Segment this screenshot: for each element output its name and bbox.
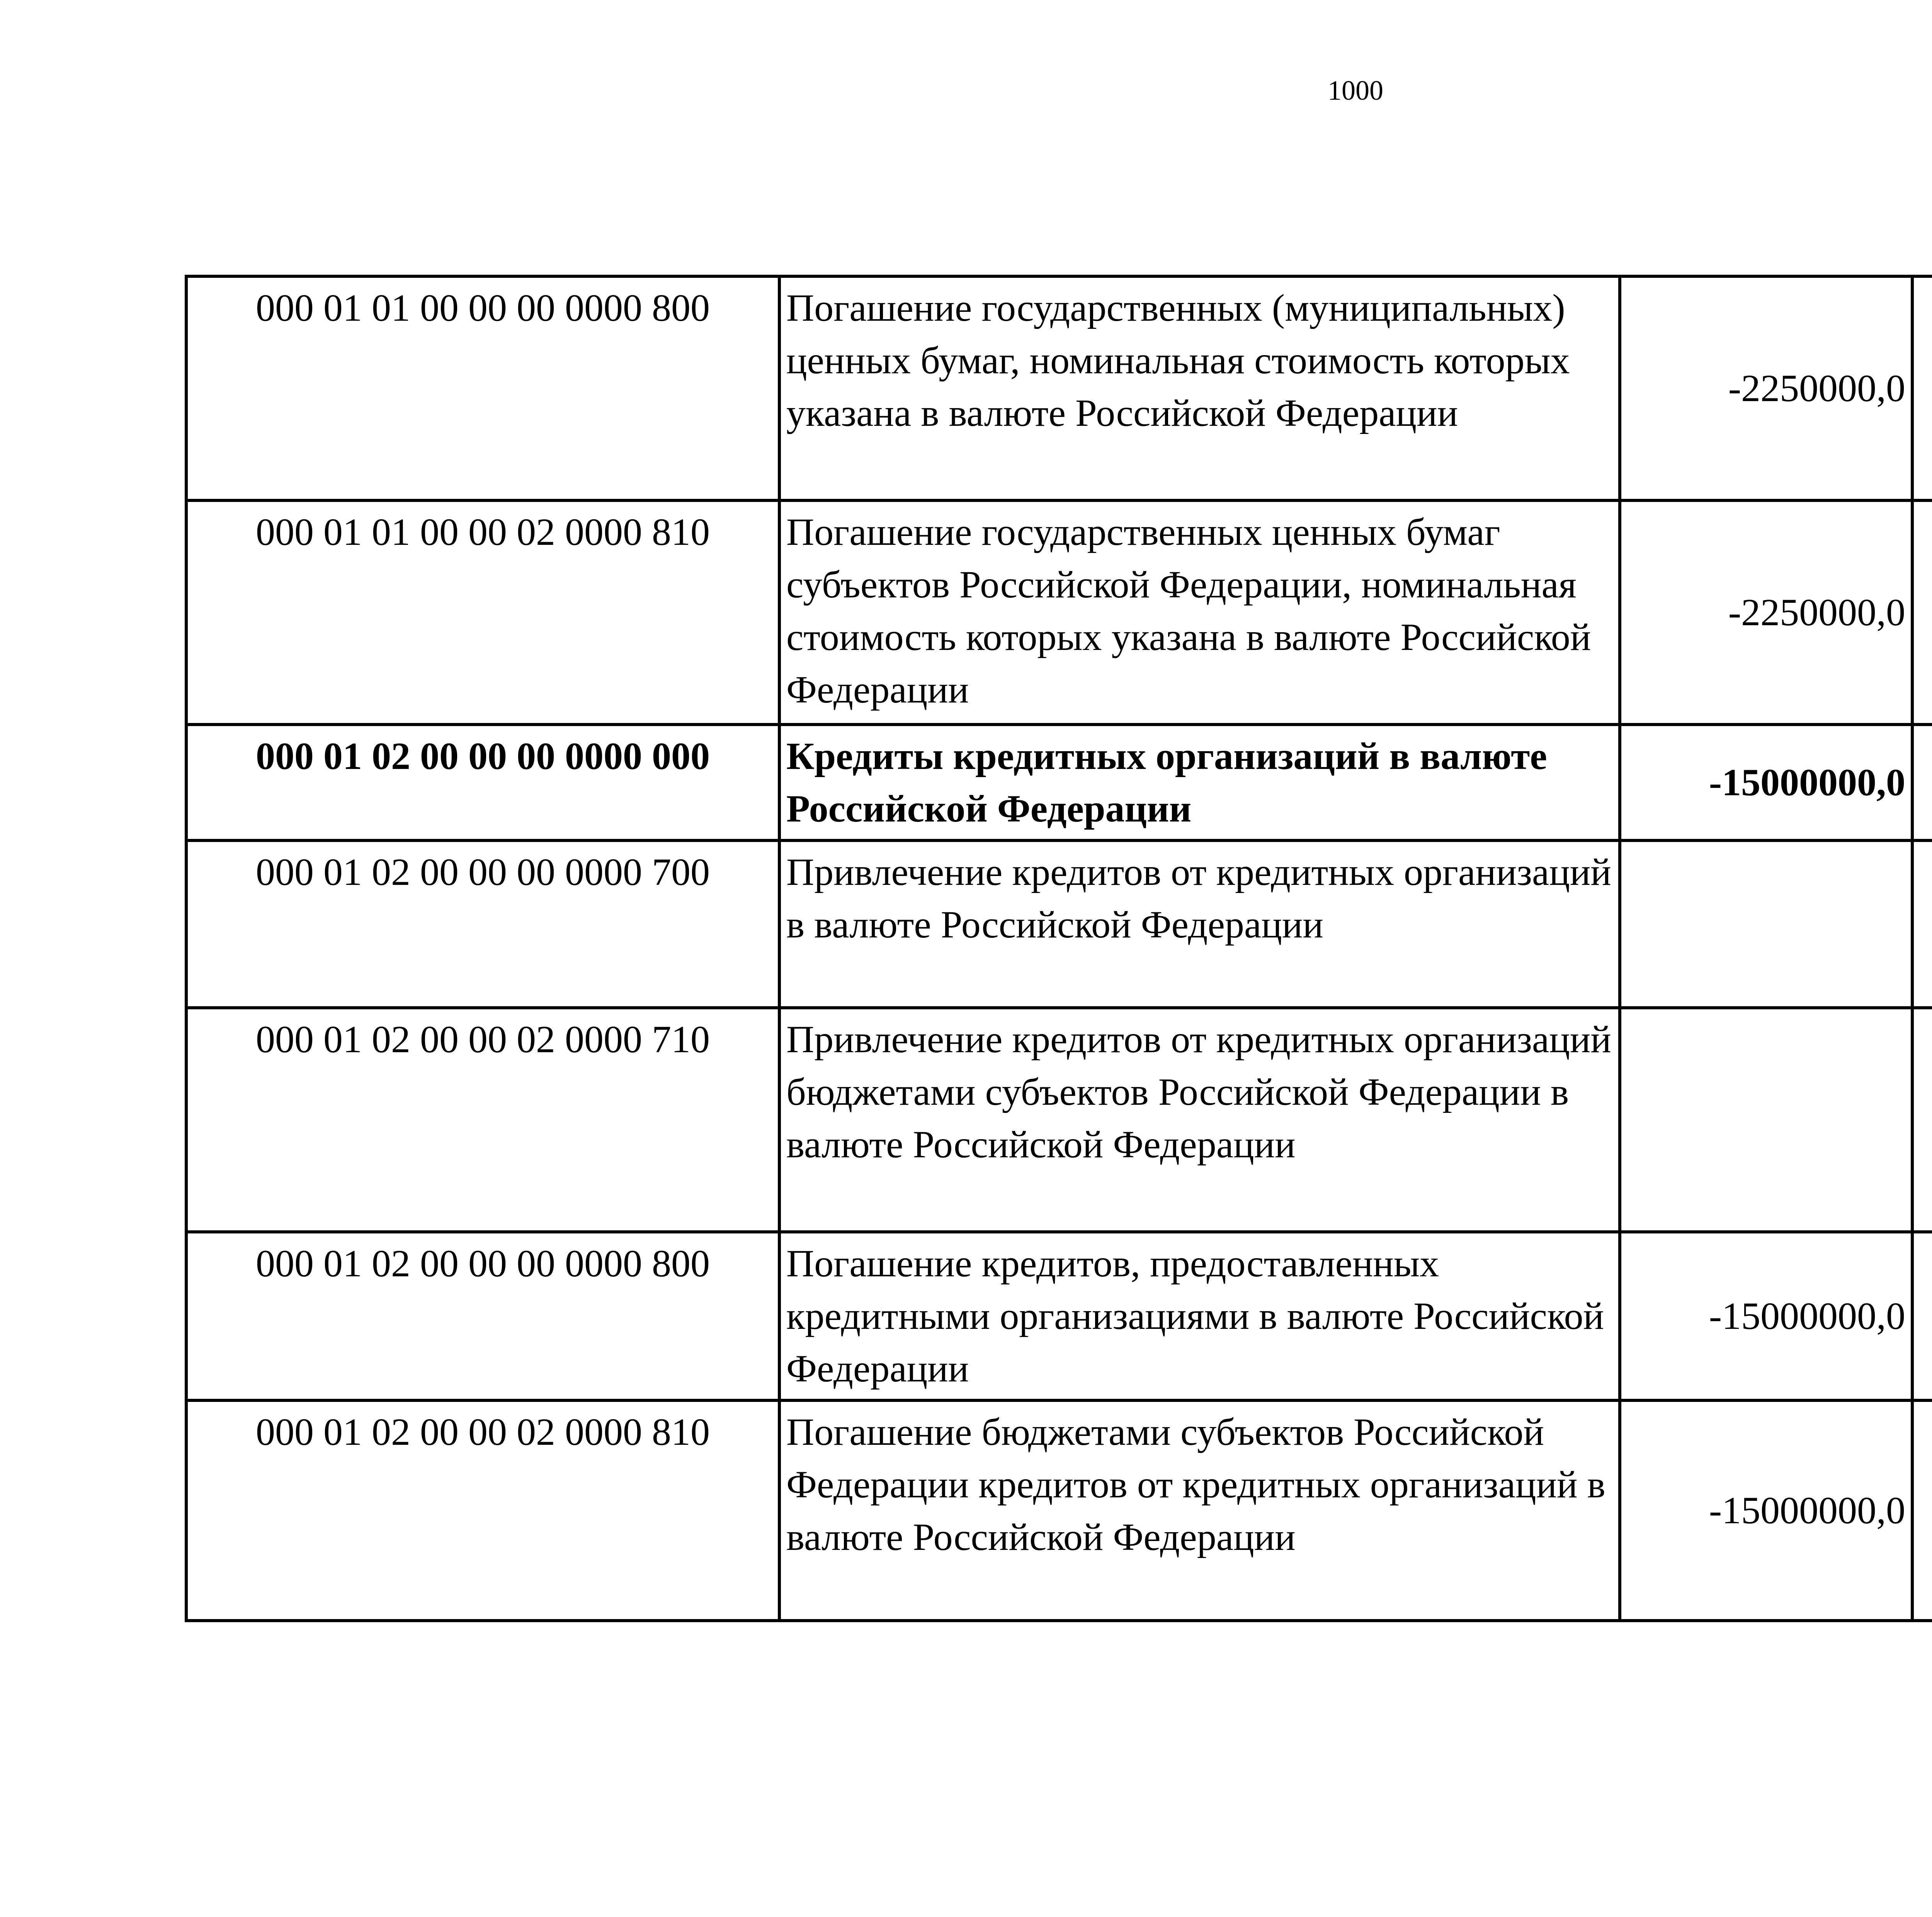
budget-code-cell: 000 01 01 00 00 02 0000 810 [186, 500, 779, 725]
value-cell-year-1 [1620, 840, 1912, 1008]
budget-code-cell: 000 01 02 00 00 00 0000 000 [186, 725, 779, 840]
value-cell-year-2 [1912, 725, 1932, 840]
table-row [186, 840, 1932, 1008]
table-row [186, 1400, 1932, 1621]
value-cell-year-2 [1912, 1232, 1932, 1400]
value-cell-year-2 [1912, 500, 1932, 725]
value-cell-year-2 [1912, 1008, 1932, 1232]
value-cell-year-1: -15000000,0 [1620, 1400, 1912, 1621]
table-row [186, 500, 1932, 725]
value-cell-year-2 [1912, 840, 1932, 1008]
item-name-cell: Погашение государственных ценных бумаг субъектов Российской Федерации, номинальная стоимость которых указана в валюте Российской Федерации [779, 500, 1620, 725]
budget-code-cell: 000 01 02 00 00 00 0000 800 [186, 1232, 779, 1400]
value-cell-year-1 [1620, 1008, 1912, 1232]
value-cell-year-2 [1912, 276, 1932, 500]
budget-code-cell: 000 01 02 00 00 02 0000 710 [186, 1008, 779, 1232]
value-cell-year-1: -15000000,0 [1620, 1232, 1912, 1400]
item-name-cell: Кредиты кредитных организаций в валюте Российской Федерации [779, 725, 1620, 840]
item-name-cell: Привлечение кредитов от кредитных организаций в валюте Российской Федерации [779, 840, 1620, 1008]
value-cell-year-1: -15000000,0 [1620, 725, 1912, 840]
table-row [186, 276, 1932, 500]
item-name-cell: Привлечение кредитов от кредитных организаций бюджетами субъектов Российской Федерации в валюте Российской Федерации [779, 1008, 1620, 1232]
table-row [186, 1008, 1932, 1232]
page-number: 1000 [1328, 75, 1383, 106]
item-name-cell: Погашение бюджетами субъектов Российской Федерации кредитов от кредитных организаций в валюте Российской Федерации [779, 1400, 1620, 1621]
value-cell-year-2 [1912, 1400, 1932, 1621]
table-row [186, 1232, 1932, 1400]
budget-code-cell: 000 01 02 00 00 00 0000 700 [186, 840, 779, 1008]
table-row-section-total [186, 725, 1932, 840]
item-name-cell: Погашение государственных (муниципальных) ценных бумаг, номинальная стоимость которых указана в валюте Российской Федерации [779, 276, 1620, 500]
value-cell-year-1: -2250000,0 [1620, 500, 1912, 725]
budget-code-cell: 000 01 01 00 00 00 0000 800 [186, 276, 779, 500]
item-name-cell: Погашение кредитов, предоставленных кредитными организациями в валюте Российской Федерации [779, 1232, 1620, 1400]
sources-table [185, 275, 1932, 1622]
budget-code-cell: 000 01 02 00 00 02 0000 810 [186, 1400, 779, 1621]
value-cell-year-1: -2250000,0 [1620, 276, 1912, 500]
